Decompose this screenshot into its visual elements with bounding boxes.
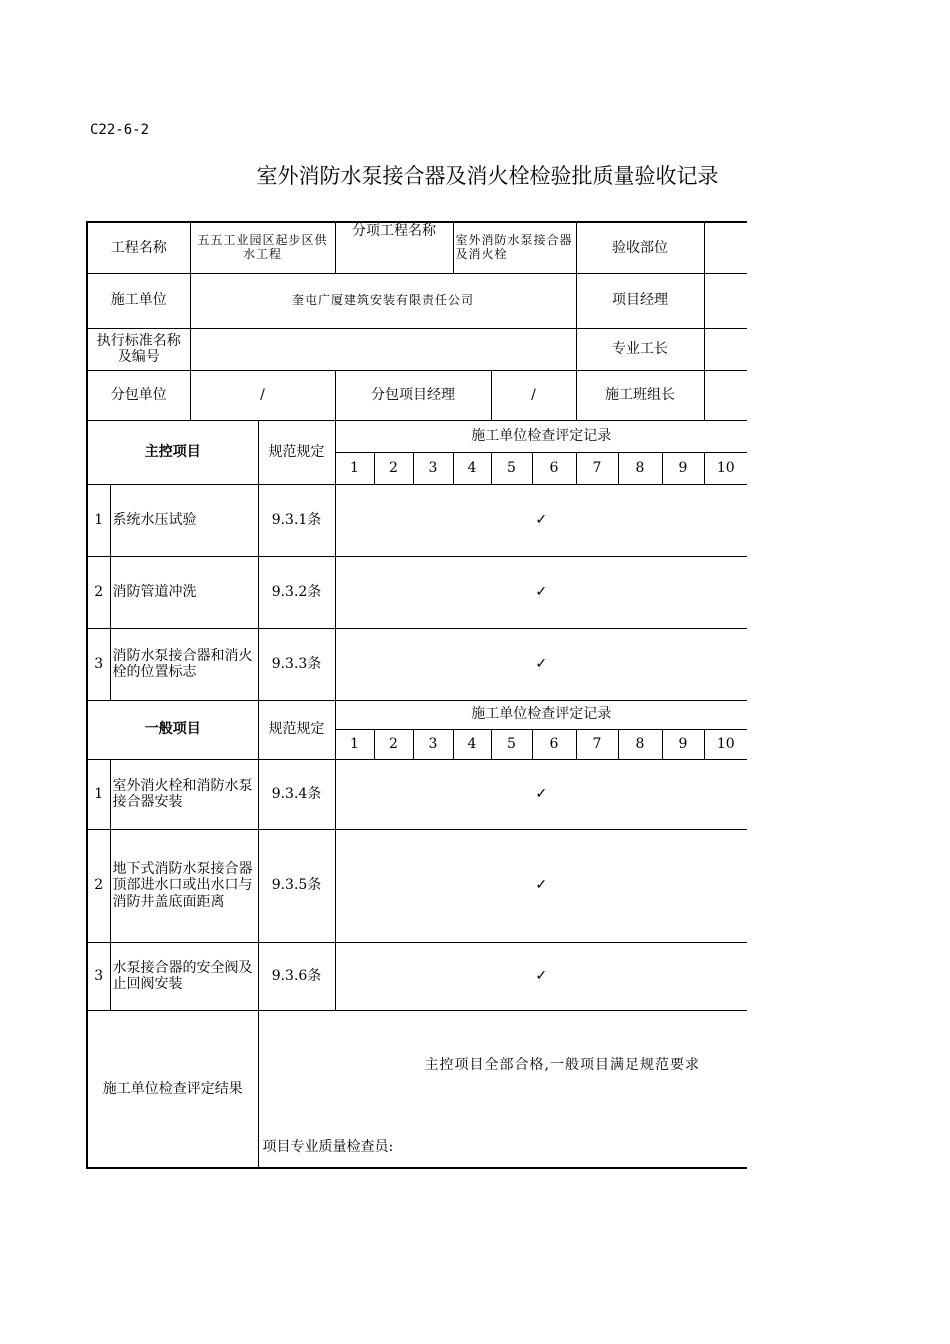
standard-value xyxy=(190,328,576,370)
main-item-name: 系统水压试验 xyxy=(110,484,258,556)
construction-unit-value: 奎屯广厦建筑安装有限责任公司 xyxy=(190,273,576,328)
general-col-1: 1 xyxy=(335,729,374,759)
foreman-label: 专业工长 xyxy=(576,328,704,370)
main-spec-label: 规范规定 xyxy=(258,420,335,484)
general-col-8: 8 xyxy=(618,729,662,759)
table-row xyxy=(87,484,747,556)
main-col-10: 10 xyxy=(704,452,747,484)
general-item-spec: 9.3.5条 xyxy=(258,829,335,942)
main-record-label: 施工单位检查评定记录 xyxy=(335,420,747,452)
main-col-4: 4 xyxy=(453,452,491,484)
main-item-name: 消防水泵接合器和消火栓的位置标志 xyxy=(110,628,258,700)
main-col-2: 2 xyxy=(374,452,413,484)
general-record-label: 施工单位检查评定记录 xyxy=(335,700,747,729)
main-item-result: ✓ xyxy=(335,484,747,556)
foreman-value xyxy=(704,328,747,370)
main-item-name: 消防管道冲洗 xyxy=(110,556,258,628)
table-row xyxy=(87,628,747,700)
main-item-no: 2 xyxy=(87,556,110,628)
main-item-result: ✓ xyxy=(335,628,747,700)
project-manager-label: 项目经理 xyxy=(576,273,704,328)
inspector-label: 项目专业质量检查员: xyxy=(262,1138,394,1155)
general-item-spec: 9.3.4条 xyxy=(258,759,335,829)
main-col-6: 6 xyxy=(532,452,576,484)
project-name-value: 五五工业园区起步区供水工程 xyxy=(190,222,335,273)
general-col-7: 7 xyxy=(576,729,618,759)
main-col-9: 9 xyxy=(662,452,704,484)
general-item-no: 1 xyxy=(87,759,110,829)
standard-label: 执行标准名称及编号 xyxy=(87,328,190,370)
main-col-8: 8 xyxy=(618,452,662,484)
acceptance-part-value xyxy=(704,222,747,273)
main-item-spec: 9.3.1条 xyxy=(258,484,335,556)
general-col-9: 9 xyxy=(662,729,704,759)
general-item-result: ✓ xyxy=(335,759,747,829)
main-col-5: 5 xyxy=(491,452,532,484)
sub-manager-label: 分包项目经理 xyxy=(335,370,491,420)
project-name-label: 工程名称 xyxy=(87,222,190,273)
form-code: C22-6-2 xyxy=(90,122,150,138)
general-item-name: 水泵接合器的安全阀及止回阀安装 xyxy=(110,942,258,1010)
conclusion-label: 施工单位检查评定结果 xyxy=(87,1010,258,1168)
main-item-result: ✓ xyxy=(335,556,747,628)
table-row xyxy=(87,759,747,829)
team-leader-label: 施工班组长 xyxy=(576,370,704,420)
general-col-3: 3 xyxy=(413,729,453,759)
main-control-label: 主控项目 xyxy=(87,420,258,484)
table-row xyxy=(87,942,747,1010)
conclusion-cell xyxy=(258,1010,747,1168)
general-col-6: 6 xyxy=(532,729,576,759)
team-leader-value xyxy=(704,370,747,420)
general-item-no: 2 xyxy=(87,829,110,942)
sub-project-label: 分项工程名称 xyxy=(335,222,453,273)
general-item-no: 3 xyxy=(87,942,110,1010)
main-col-1: 1 xyxy=(335,452,374,484)
subcontractor-label: 分包单位 xyxy=(87,370,190,420)
main-item-spec: 9.3.3条 xyxy=(258,628,335,700)
general-item-result: ✓ xyxy=(335,829,747,942)
page-title: 室外消防水泵接合器及消火栓检验批质量验收记录 xyxy=(256,164,719,188)
acceptance-part-label: 验收部位 xyxy=(576,222,704,273)
main-col-7: 7 xyxy=(576,452,618,484)
main-item-spec: 9.3.2条 xyxy=(258,556,335,628)
main-col-3: 3 xyxy=(413,452,453,484)
main-item-no: 1 xyxy=(87,484,110,556)
subcontractor-value: / xyxy=(190,370,335,420)
general-item-spec: 9.3.6条 xyxy=(258,942,335,1010)
general-item-name: 室外消火栓和消防水泵接合器安装 xyxy=(110,759,258,829)
general-col-2: 2 xyxy=(374,729,413,759)
sub-manager-value: / xyxy=(491,370,576,420)
general-col-5: 5 xyxy=(491,729,532,759)
inspection-form xyxy=(86,221,747,1169)
main-item-no: 3 xyxy=(87,628,110,700)
general-spec-label: 规范规定 xyxy=(258,700,335,759)
table-row xyxy=(87,829,747,942)
sub-project-value: 室外消防水泵接合器及消火栓 xyxy=(453,222,576,273)
general-item-result: ✓ xyxy=(335,942,747,1010)
general-col-4: 4 xyxy=(453,729,491,759)
general-label: 一般项目 xyxy=(87,700,258,759)
project-manager-value xyxy=(704,273,747,328)
general-item-name: 地下式消防水泵接合器顶部进水口或出水口与消防井盖底面距离 xyxy=(110,829,258,942)
conclusion-text: 主控项目全部合格,一般项目满足规范要求 xyxy=(424,1056,700,1073)
table-row xyxy=(87,556,747,628)
general-col-10: 10 xyxy=(704,729,747,759)
construction-unit-label: 施工单位 xyxy=(87,273,190,328)
